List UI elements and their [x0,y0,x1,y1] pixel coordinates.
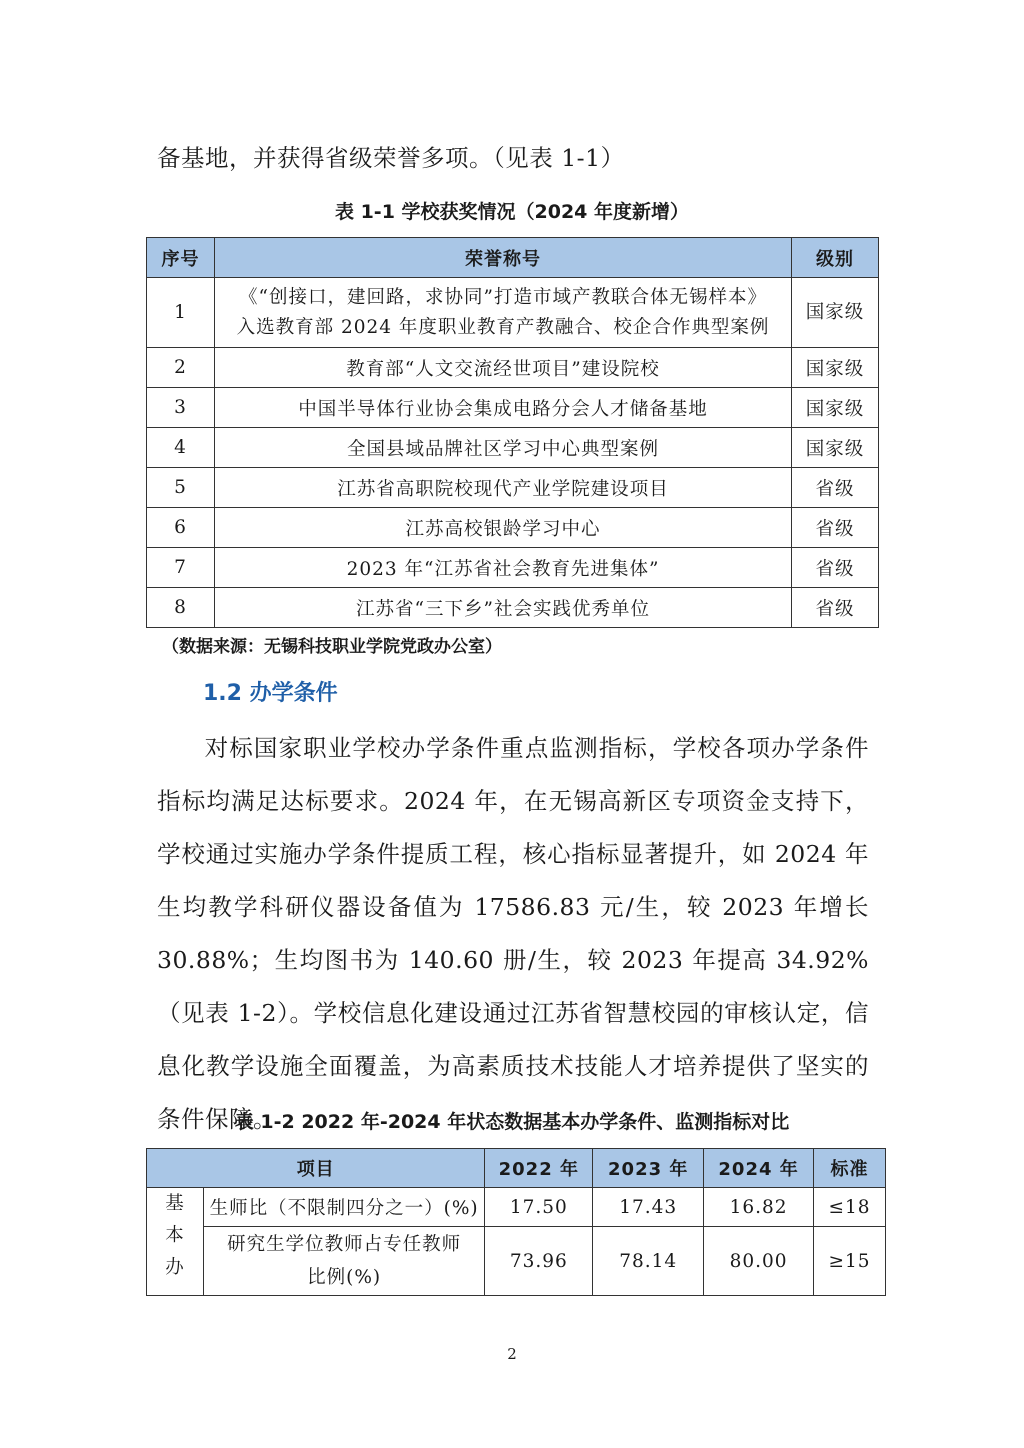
row-no: 3 [147,388,215,428]
table-row [147,588,879,628]
row-item-line2: 比例(%) [307,1267,382,1288]
row-no: 4 [147,428,215,468]
awards-table [146,237,879,628]
section-heading: 1.2 办学条件 [203,681,338,706]
row-name: 全国县域品牌社区学习中心典型案例 [214,428,791,468]
conditions-table [146,1148,886,1296]
row-no: 7 [147,548,215,588]
row-no: 2 [147,348,215,388]
row-name: 中国半导体行业协会集成电路分会人才储备基地 [214,388,791,428]
row-name [214,278,791,348]
row-2022: 73.96 [485,1227,593,1296]
row-name: 江苏省高职院校现代产业学院建设项目 [214,468,791,508]
row-2023: 78.14 [593,1227,704,1296]
row-level: 省级 [792,588,879,628]
row-level: 省级 [792,508,879,548]
row-item: 生师比（不限制四分之一）(%) [203,1188,484,1227]
table-row [147,508,879,548]
table-header-row [147,1149,886,1188]
row-no: 8 [147,588,215,628]
table-row [147,548,879,588]
header-standard: 标准 [814,1149,886,1188]
paragraph-text: 对标国家职业学校办学条件重点监测指标，学校各项办学条件指标均满足达标要求。2024 年，在无锡高新区专项资金支持下，学校通过实施办学条件提质工程，核心指标显著提升，如 2024 年生均教学科研仪器设备值为 17586.83 元/生，较 2023 年增长 30.88%；生均图书为 140.60 册/生，较 2023 年提高 34.92%（见表 1-2）。学校信息化建设通过江苏省智慧校园的审核认定，信息化教学设施全面覆盖，为高素质技术技能人才培养提供了坚实的条件保障。 [157,734,869,1133]
header-item: 项目 [147,1149,485,1188]
row-2022: 17.50 [485,1188,593,1227]
row-2024: 16.82 [704,1188,814,1227]
row-name: 2023 年“江苏省社会教育先进集体” [214,548,791,588]
row-level: 国家级 [792,388,879,428]
header-2022: 2022 年 [485,1149,593,1188]
table-row [147,468,879,508]
group-label [147,1188,203,1284]
row-name: 教育部“人文交流经世项目”建设院校 [214,348,791,388]
header-2023: 2023 年 [593,1149,704,1188]
row-2023: 17.43 [593,1188,704,1227]
row-name-line1: 《“创接口，建回路，求协同”打造市域产教联合体无锡样本》 [239,286,767,308]
row-item [203,1227,484,1296]
row-no: 1 [147,278,215,348]
section-paragraph [157,722,869,1146]
row-level: 省级 [792,468,879,508]
intro-line: 备基地，并获得省级荣誉多项。（见表 1-1） [157,144,625,172]
row-name-line2: 入选教育部 2024 年度职业教育产教融合、校企合作典型案例 [236,316,770,338]
row-item-line1: 研究生学位教师占专任教师 [227,1234,462,1255]
header-name: 荣誉称号 [214,238,791,278]
table-row [147,1227,886,1296]
row-level: 国家级 [792,278,879,348]
row-level: 国家级 [792,428,879,468]
row-name: 江苏省“三下乡”社会实践优秀单位 [214,588,791,628]
row-no: 6 [147,508,215,548]
table2-caption: 表 1-2 2022 年-2024 年状态数据基本办学条件、监测指标对比 [234,1111,790,1133]
row-standard: ≥15 [814,1227,886,1296]
row-level: 国家级 [792,348,879,388]
table-row [147,1188,886,1227]
row-standard: ≤18 [814,1188,886,1227]
row-level: 省级 [792,548,879,588]
header-2024: 2024 年 [704,1149,814,1188]
table-row [147,428,879,468]
table1-caption: 表 1-1 学校获奖情况（2024 年度新增） [334,201,690,223]
table-row [147,348,879,388]
table-header-row [147,238,879,278]
header-level: 级别 [792,238,879,278]
table-row [147,388,879,428]
group-label-cell [147,1188,204,1296]
table-row [147,278,879,348]
row-name: 江苏高校银龄学习中心 [214,508,791,548]
table1-source: （数据来源：无锡科技职业学院党政办公室） [162,637,502,657]
group-label-char: 本 [165,1225,185,1246]
group-label-char: 基 [165,1193,185,1214]
page-number: 2 [507,1345,517,1363]
row-2024: 80.00 [704,1227,814,1296]
group-label-char: 办 [165,1257,185,1278]
header-no: 序号 [147,238,215,278]
row-no: 5 [147,468,215,508]
